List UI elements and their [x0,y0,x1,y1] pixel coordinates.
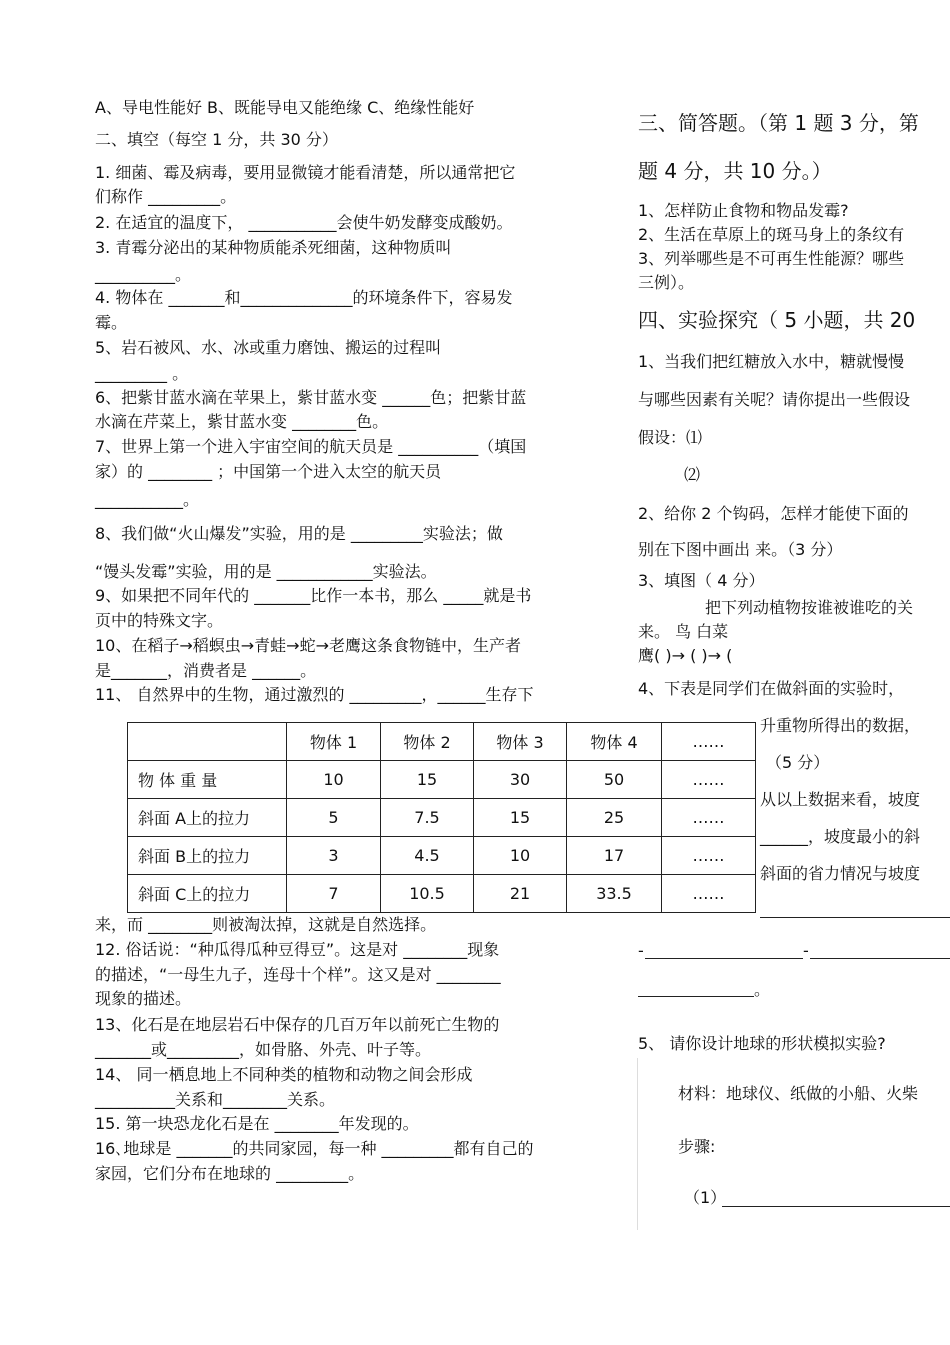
question-line: _______或_________，如骨胳、外壳、叶子等。 [95,1040,432,1059]
question-line: 3. 青霉分泌出的某种物质能杀死细菌，这种物质叫 [95,238,452,257]
table-cell: 3 [287,837,381,875]
question-line: 11、 自然界中的生物，通过激烈的 _________，______生存下 [95,685,534,704]
table-header-cell: …… [662,723,756,761]
question-line: 5、 请你设计地球的形状模拟实验? [638,1034,886,1053]
table-row [128,761,756,799]
table-cell: 斜面 B上的拉力 [128,837,287,875]
table-cell: 7 [287,875,381,913]
answer-blank-line [760,917,950,918]
question-line: “馒头发霉”实验，用的是 ____________实验法。 [95,562,437,581]
table-header-cell [128,723,287,761]
table-header-row [128,723,756,761]
margin-line [637,1058,638,1230]
section-2-heading: 二、填空（每空 1 分，共 30 分） [95,130,338,149]
answer-blank-line [638,996,754,997]
question-line: 2. 在适宜的温度下， ___________会使牛奶发酵变成酸奶。 [95,213,513,232]
question-line: 14、 同一栖息地上不同种类的植物和动物之间会形成 [95,1065,473,1084]
question-line: __________关系和________关系。 [95,1090,336,1109]
question-line: 16､地球是 _______的共同家园，每一种 _________都有自己的 [95,1139,534,1158]
question-line: 10、在稻子→稻螟虫→青蛙→蛇→老鹰这条食物链中，生产者 [95,636,521,655]
question-line: 4. 物体在 _______和______________的环境条件下，容易发 [95,288,513,307]
question-line: 步骤: [678,1137,716,1156]
question-line: （5 分） [766,753,830,772]
question-line: 2、给你 2 个钩码，怎样才能使下面的 [638,504,909,523]
table-cell: 斜面 A上的拉力 [128,799,287,837]
question-line: 8、我们做“火山爆发”实验，用的是 _________实验法；做 [95,524,503,543]
table-cell: …… [662,799,756,837]
table-cell: …… [662,837,756,875]
options-line: A、导电性能好 B、既能导电又能绝缘 C、绝缘性能好 [95,98,475,117]
question-line: 来，而 ________则被淘汰掉，这就是自然选择。 [95,915,437,934]
table-row [128,837,756,875]
table-cell: 5 [287,799,381,837]
table-cell: 30 [474,761,567,799]
period-mark: 。 [754,980,771,999]
answer-blank-line [810,958,950,959]
question-line: ⑵ [684,465,701,484]
question-line: 4、下表是同学们在做斜面的实验时， [638,679,905,698]
table-header-cell: 物体 4 [567,723,662,761]
question-line: 1、当我们把红糖放入水中，糖就慢慢 [638,352,905,371]
table-cell: 物 体 重 量 [128,761,287,799]
table-cell: …… [662,875,756,913]
table-cell: 15 [474,799,567,837]
table-cell: 10 [287,761,381,799]
question-line: 霉。 [95,313,128,332]
question-line: 别在下图中画出 来。（3 分） [638,540,843,559]
table-cell: 50 [567,761,662,799]
question-line: 材料：地球仪、纸做的小船、火柴 [678,1084,919,1103]
question-line: 3、列举哪些是不可再生性能源？哪些 [638,249,905,268]
table-cell: 10 [474,837,567,875]
question-line: ___________。 [95,490,200,509]
section-4-heading: 四、实验探究（ 5 小题，共 20 [638,308,916,332]
question-line: _________ 。 [95,364,189,383]
question-line: 的描述，“一母生九子，连母十个样”。这又是对 ________ [95,965,501,984]
table-cell: 7.5 [381,799,474,837]
answer-blank-line [722,1206,950,1207]
question-line: 现象的描述。 [95,989,192,1008]
table-header-cell: 物体 2 [381,723,474,761]
table-cell: 25 [567,799,662,837]
question-line: 从以上数据来看，坡度 [760,790,921,809]
table-cell: …… [662,761,756,799]
table-header-cell: 物体 1 [287,723,381,761]
table-cell: 斜面 C上的拉力 [128,875,287,913]
question-line: 家）的 ________ ；中国第一个进入太空的航天员 [95,462,442,481]
question-line: 1、怎样防止食物和物品发霉? [638,201,849,220]
question-line: 家园，它们分布在地球的 _________。 [95,1164,365,1183]
section-3-heading-cont: 题 4 分，共 10 分。） [638,159,832,183]
question-line: 1. 细菌、霉及病毒，要用显微镜才能看清楚，所以通常把它 [95,163,516,182]
table-cell: 15 [381,761,474,799]
dash-mark: - [803,941,809,960]
table-cell: 4.5 [381,837,474,875]
question-line: 2、生活在草原上的斑马身上的条纹有 [638,225,905,244]
question-line: 水滴在芹菜上，紫甘蓝水变 ________色。 [95,412,389,431]
question-line: 13、化石是在地层岩石中保存的几百万年以前死亡生物的 [95,1015,500,1034]
question-line: 鹰( )→ ( )→ ( [638,646,733,665]
answer-blank-line [645,958,803,959]
table-row [128,875,756,913]
question-line: 页中的特殊文字。 [95,611,224,630]
question-line: 来。 鸟 白菜 [638,622,729,641]
question-line: 升重物所得出的数据， [760,716,921,735]
question-line: 7、世界上第一个进入宇宙空间的航天员是 __________（填国 [95,437,527,456]
section-3-heading: 三、简答题。（第 1 题 3 分，第 [638,111,919,135]
table-cell: 21 [474,875,567,913]
question-line: 们称作 _________。 [95,187,237,206]
question-line: 9、如果把不同年代的 _______比作一本书，那么 _____就是书 [95,586,532,605]
question-line: 把下列动植物按谁被谁吃的关 [705,598,914,617]
question-line: __________。 [95,265,192,284]
question-line: （1） [684,1188,727,1207]
question-line: 与哪些因素有关呢？请你提出一些假设 [638,390,911,409]
question-line: ______，坡度最小的斜 [760,827,921,846]
question-line: 斜面的省力情况与坡度 [760,864,921,883]
question-line: 5、岩石被风、水、冰或重力磨蚀、搬运的过程叫 [95,338,442,357]
question-line: 12. 俗话说：“种瓜得瓜种豆得豆”。这是对 ________现象 [95,940,500,959]
dash-mark: - [638,941,644,960]
table-cell: 17 [567,837,662,875]
table-header-cell: 物体 3 [474,723,567,761]
question-line: 三例）。 [638,273,695,292]
question-line: 15. 第一块恐龙化石是在 ________年发现的。 [95,1114,419,1133]
incline-data-table [127,722,756,913]
question-line: 6、把紫甘蓝水滴在苹果上，紫甘蓝水变 ______色；把紫甘蓝 [95,388,527,407]
table-cell: 10.5 [381,875,474,913]
question-line: 3、填图（ 4 分） [638,571,765,590]
table-cell: 33.5 [567,875,662,913]
table-row [128,799,756,837]
question-line: 是_______，消费者是 ______。 [95,661,317,680]
question-line: 假设：⑴ [638,428,703,447]
